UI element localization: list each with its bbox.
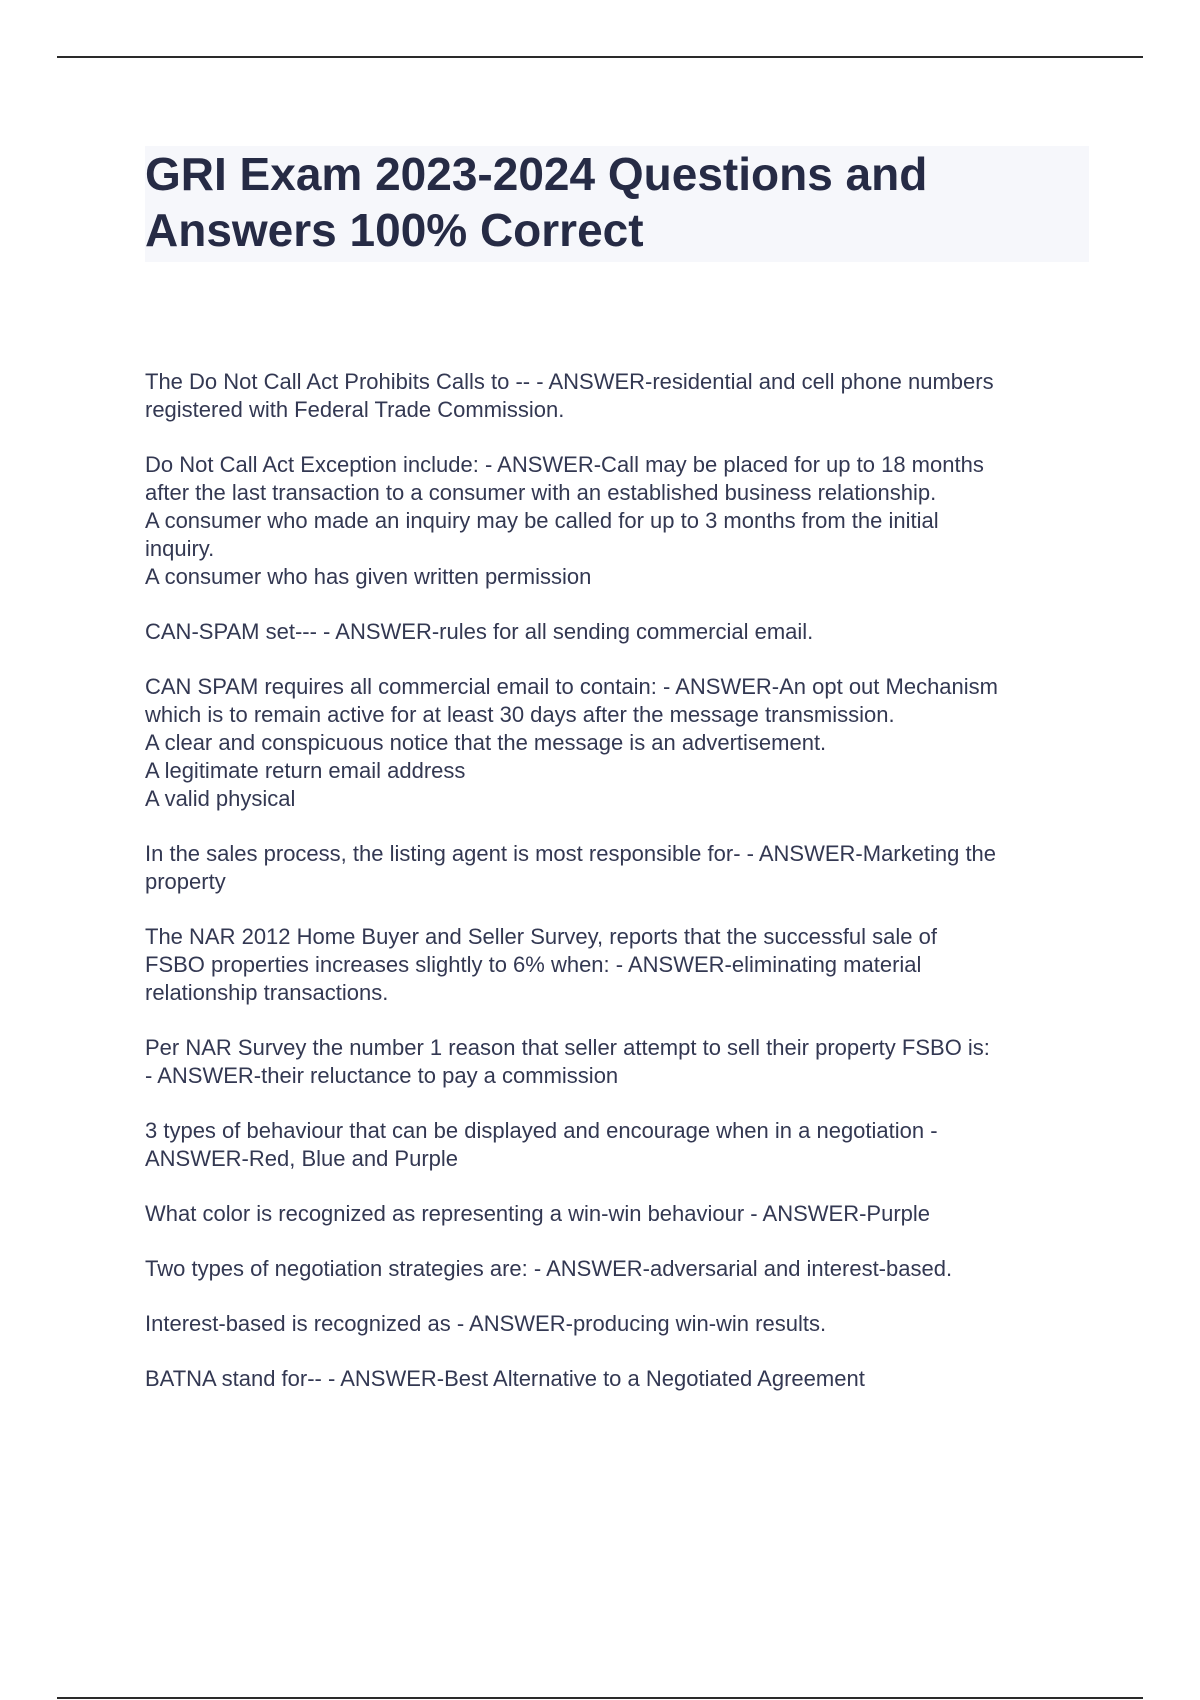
qa-item — [145, 618, 1105, 646]
bottom-rule — [57, 1697, 1143, 1699]
qa-text: 3 types of behaviour that can be displayed and encourage when in a negotiation - ANSWER-Red, Blue and Purple — [145, 1118, 938, 1171]
qa-item — [145, 451, 1105, 591]
qa-list — [145, 368, 1105, 1420]
qa-item — [145, 923, 1105, 1007]
qa-text: What color is recognized as representing a win-win behaviour - ANSWER-Purple — [145, 1201, 931, 1226]
qa-text: Per NAR Survey the number 1 reason that seller attempt to sell their property FSBO is: - ANSWER-their reluctance to pay a commission — [145, 1035, 990, 1088]
qa-item — [145, 1310, 1105, 1338]
qa-item — [145, 840, 1105, 896]
qa-text: CAN SPAM requires all commercial email to contain: - ANSWER-An opt out Mechanism which is to remain active for at least 30 days after the message transmission. A clear and conspicuous notice that the message is an advertisement. A legitimate return email address A valid physical — [145, 674, 998, 811]
qa-item — [145, 1365, 1105, 1393]
document-title: GRI Exam 2023-2024 Questions and Answers 100% Correct — [145, 148, 928, 256]
qa-text: Two types of negotiation strategies are: - ANSWER-adversarial and interest-based. — [145, 1256, 953, 1281]
qa-item — [145, 1034, 1105, 1090]
qa-item — [145, 1255, 1105, 1283]
qa-text: The Do Not Call Act Prohibits Calls to -- - ANSWER-residential and cell phone numbers registered with Federal Trade Commission. — [145, 369, 994, 422]
title-block — [145, 146, 1089, 262]
qa-text: BATNA stand for-- - ANSWER-Best Alternative to a Negotiated Agreement — [145, 1366, 865, 1391]
qa-text: Interest-based is recognized as - ANSWER-producing win-win results. — [145, 1311, 827, 1336]
qa-item — [145, 1200, 1105, 1228]
top-rule — [57, 56, 1143, 58]
qa-item — [145, 673, 1105, 813]
qa-item — [145, 1117, 1105, 1173]
qa-item — [145, 368, 1105, 424]
qa-text: Do Not Call Act Exception include: - ANSWER-Call may be placed for up to 18 months after the last transaction to a consumer with an established business relationship. A consumer who made an inquiry may be called for up to 3 months from the initial inquiry. A consumer who has given written permission — [145, 452, 984, 589]
qa-text: In the sales process, the listing agent is most responsible for- - ANSWER-Marketing the property — [145, 841, 997, 894]
qa-text: CAN-SPAM set--- - ANSWER-rules for all sending commercial email. — [145, 619, 814, 644]
qa-text: The NAR 2012 Home Buyer and Seller Survey, reports that the successful sale of FSBO properties increases slightly to 6% when: - ANSWER-eliminating material relationship transactions. — [145, 924, 937, 1005]
